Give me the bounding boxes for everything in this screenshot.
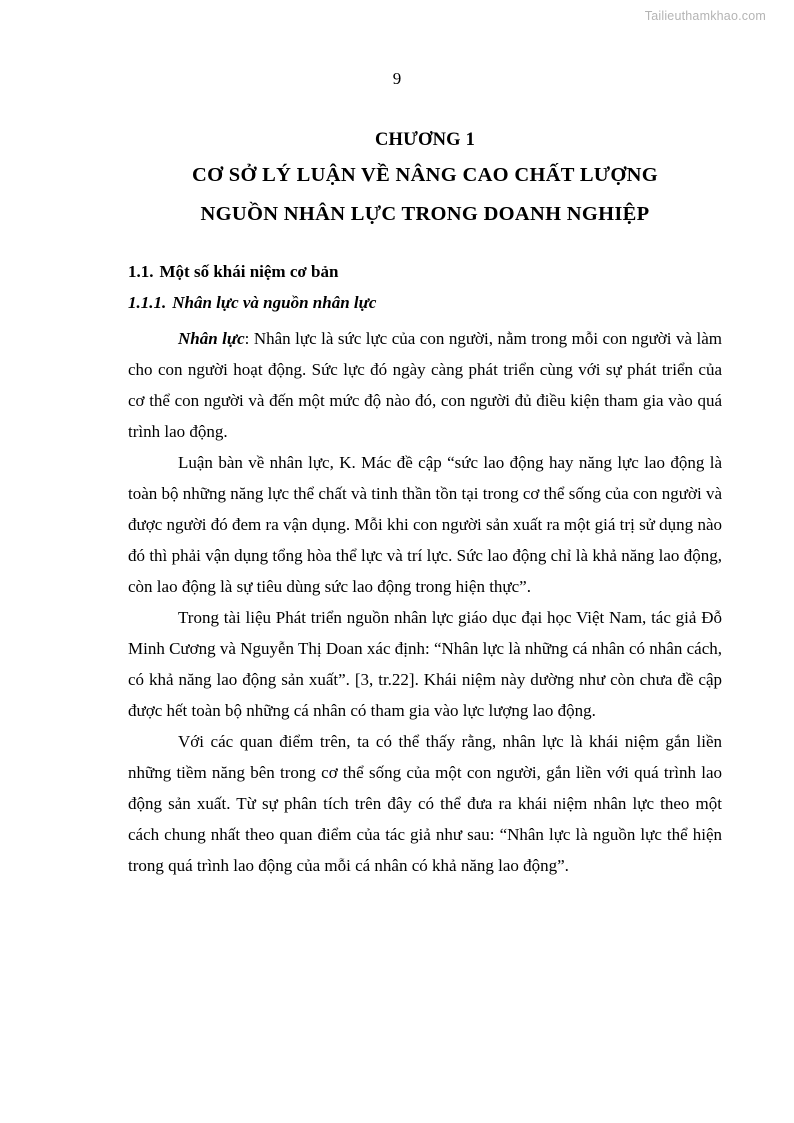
paragraph-3: Trong tài liệu Phát triển nguồn nhân lực giáo dục đại học Việt Nam, tác giả Đỗ Minh Cương và Nguyễn Thị Doan xác định: “Nhân lực là những cá nhân có nhân cách, có khả năng lao động sản xuất”. [3, tr.22]. Khái niệm này dường như còn chưa đề cập được hết toàn bộ những cá nhân có tham gia vào lực lượng lao động.	[128, 608, 722, 720]
section-title-1-1-1: Nhân lực và nguồn nhân lực	[172, 293, 377, 312]
section-heading-1-1-1	[128, 287, 722, 318]
paragraph-1-lead-in: Nhân lực	[178, 329, 245, 348]
paragraph-1-body: : Nhân lực là sức lực của con người, nằm trong mỗi con người và làm cho con người hoạt động. Sức lực đó ngày càng phát triển cùng với sự phát triển của cơ thể con người và đến một mức độ nào đó, con người đủ điều kiện tham gia vào quá trình lao động.	[128, 329, 723, 441]
section-heading-1-1	[128, 234, 722, 287]
chapter-title-line-2: NGUỒN NHÂN LỰC TRONG DOANH NGHIỆP	[200, 203, 650, 225]
paragraph-4: Với các quan điểm trên, ta có thể thấy rằng, nhân lực là khái niệm gắn liền những tiềm năng bên trong cơ thể sống của một con người, gắn liền với quá trình lao động sản xuất. Từ sự phân tích trên đây có thể đưa ra khái niệm nhân lực theo một cách chung nhất theo quan điểm của tác giả như sau: “Nhân lực là nguồn lực thể hiện trong quá trình lao động của mỗi cá nhân có khả năng lao động”.	[128, 732, 722, 875]
section-number-1-1: 1.1.	[128, 262, 154, 281]
page-number: 9	[392, 69, 402, 88]
section-title-1-1: Một số khái niệm cơ bản	[159, 262, 339, 281]
chapter-title-line-1: CƠ SỞ LÝ LUẬN VỀ NÂNG CAO CHẤT LƯỢNG	[191, 164, 659, 186]
page-content	[128, 124, 722, 881]
watermark-text: Tailieuthamkhao.com	[644, 9, 766, 23]
paragraph-1	[128, 318, 722, 447]
paragraph-2: Luận bàn về nhân lực, K. Mác đề cập “sức lao động hay năng lực lao động là toàn bộ những năng lực thể chất và tinh thần tồn tại trong cơ thể sống của con người và được người đó đem ra vận dụng. Mỗi khi con người sản xuất ra một giá trị sử dụng nào đó thì phải vận dụng tổng hòa thể lực và trí lực. Sức lao động chỉ là khả năng lao động, còn lao động là sự tiêu dùng sức lao động trong hiện thực”.	[128, 453, 722, 596]
section-number-1-1-1: 1.1.1.	[128, 293, 167, 312]
chapter-label: CHƯƠNG 1	[374, 130, 476, 150]
